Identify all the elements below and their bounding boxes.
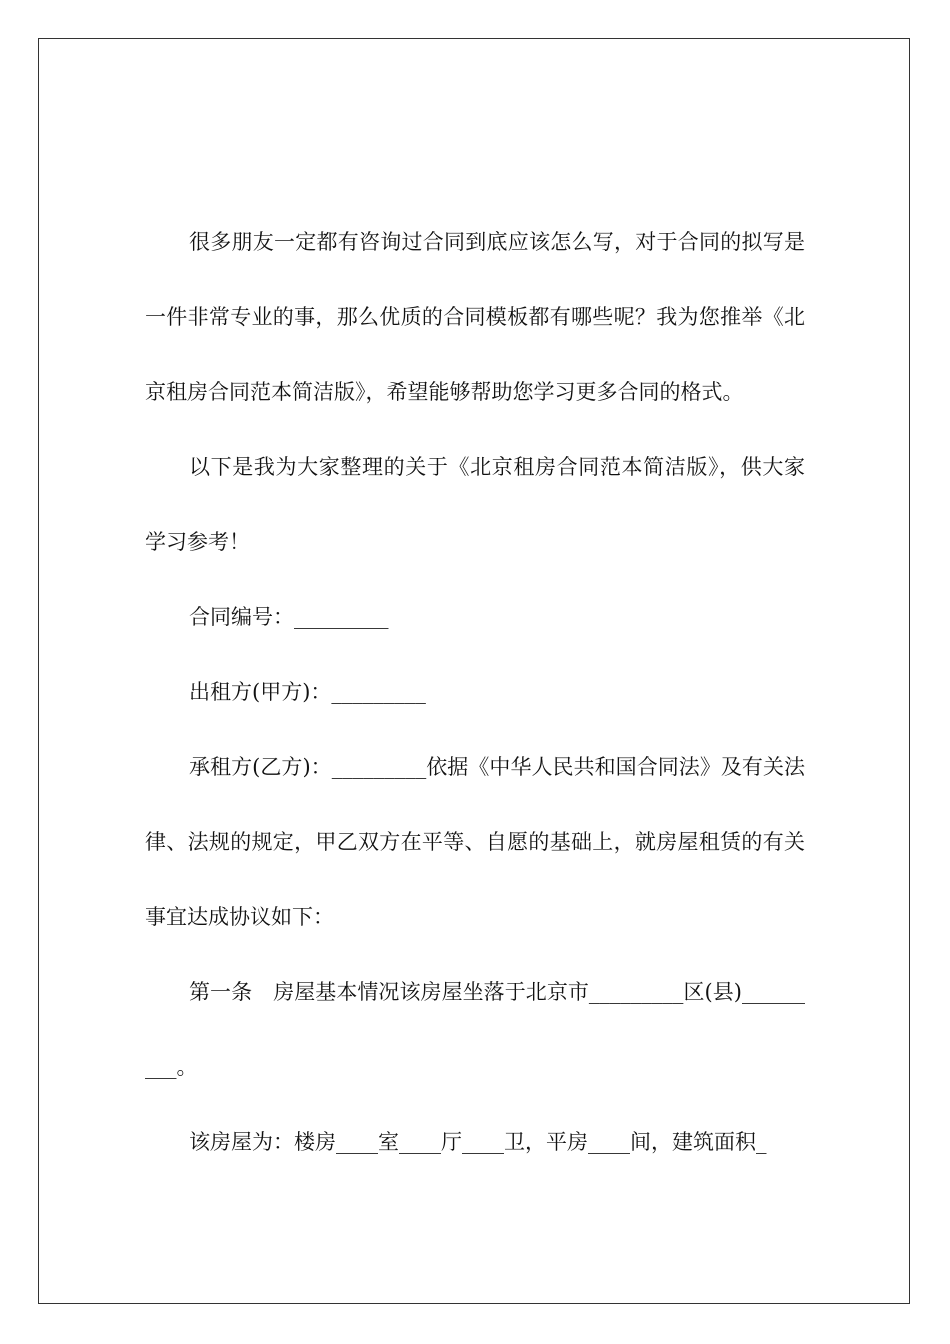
- intro-paragraph: 很多朋友一定都有咨询过合同到底应该怎么写，对于合同的拟写是一件非常专业的事，那么优质的合同模板都有哪些呢？我为您推举《北京租房合同范本简洁版》，希望能够帮助您学习更多合同的格式。: [145, 230, 805, 404]
- lessee-line: 承租方(乙方)：_________依据《中华人民共和国合同法》及有关法律、法规的规定，甲乙双方在平等、自愿的基础上，就房屋租赁的有关事宜达成协议如下：: [145, 755, 805, 929]
- contract-number-line: 合同编号：_________: [189, 605, 389, 629]
- document-body: [145, 205, 805, 1180]
- article-one-location: 第一条 房屋基本情况该房屋坐落于北京市_________区(县)_________。: [145, 980, 805, 1079]
- article-one-layout: 该房屋为：楼房____室____厅____卫，平房____间，建筑面积_: [189, 1130, 767, 1154]
- intro-reference-paragraph: 以下是我为大家整理的关于《北京租房合同范本简洁版》，供大家学习参考！: [145, 455, 805, 554]
- lessor-line: 出租方(甲方)：_________: [189, 680, 426, 704]
